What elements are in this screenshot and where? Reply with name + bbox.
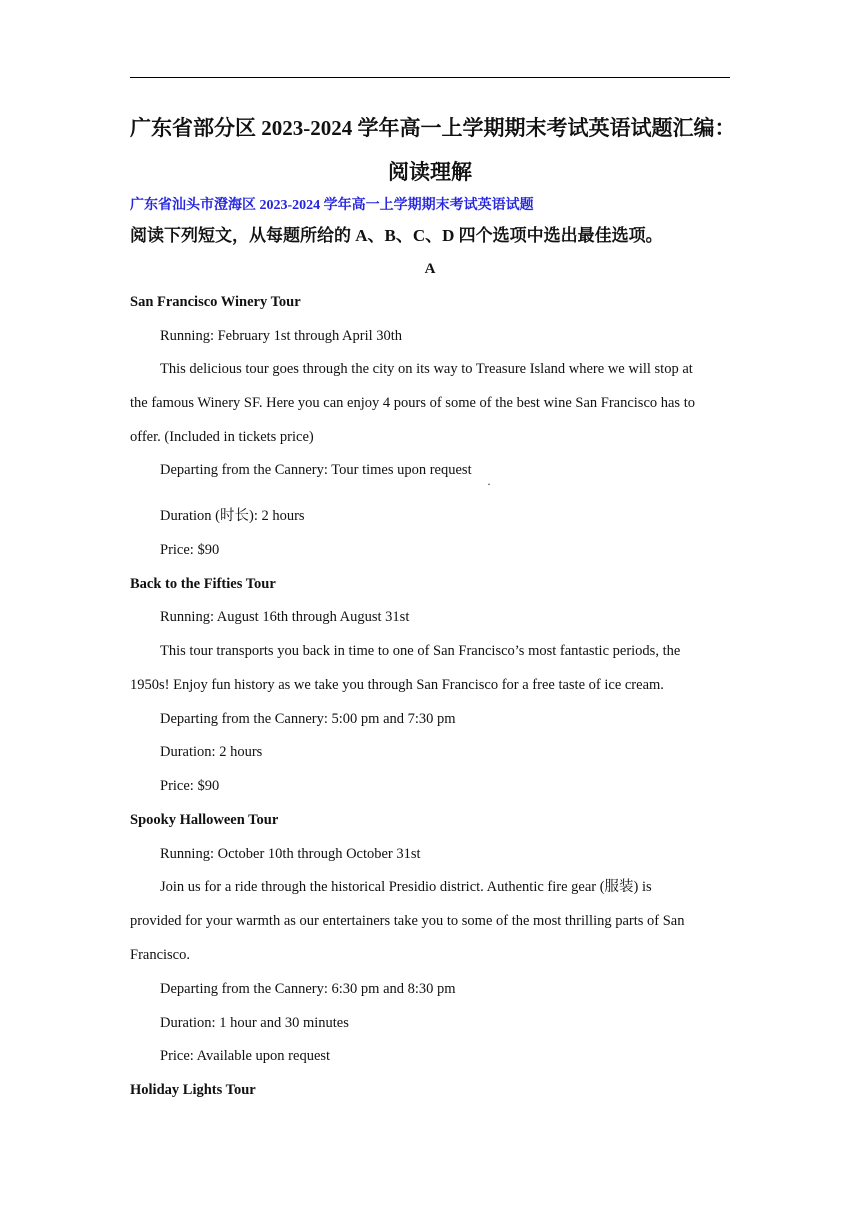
tour-description-line: Francisco.	[130, 947, 190, 963]
tour-description-line: 1950s! Enjoy fun history as we take you through San Francisco for a free taste of ice cream.	[130, 677, 664, 693]
tour-price: Price: Available upon request	[160, 1048, 331, 1064]
tour-departing: Departing from the Cannery: 5:00 pm and 7:30 pm	[160, 711, 456, 727]
tour-running: Running: February 1st through April 30th	[160, 328, 403, 344]
header-rule	[130, 77, 730, 78]
tour-description-line: This tour transports you back in time to one of San Francisco’s most fantastic periods, the	[160, 643, 681, 659]
tour-duration: Duration: 2 hours	[160, 744, 263, 760]
document-title: 广东省部分区 2023-2024 学年高一上学期期末考试英语试题汇编：	[130, 116, 736, 140]
tour-duration: Duration (时长): 2 hours	[160, 508, 305, 524]
tour-departing: Departing from the Cannery: Tour times upon request	[160, 462, 472, 478]
tour-duration: Duration: 1 hour and 30 minutes	[160, 1015, 349, 1031]
tour-title: Back to the Fifties Tour	[130, 576, 276, 592]
tour-running: Running: August 16th through August 31st	[160, 609, 410, 625]
tour-description-line: Join us for a ride through the historical Presidio district. Authentic fire gear (服装) is	[160, 879, 652, 895]
tour-price: Price: $90	[160, 542, 220, 558]
instruction-text: 阅读下列短文，从每题所给的 A、B、C、D 四个选项中选出最佳选项。	[130, 226, 663, 245]
document-subtitle: 阅读理解	[388, 160, 472, 184]
tour-description-line: the famous Winery SF. Here you can enjoy 4 pours of some of the best wine San Francisco has to	[130, 395, 695, 411]
tour-description-line: offer. (Included in tickets price)	[130, 429, 314, 445]
tour-departing: Departing from the Cannery: 6:30 pm and 8:30 pm	[160, 981, 456, 997]
tour-title: San Francisco Winery Tour	[130, 294, 301, 310]
tour-running: Running: October 10th through October 31st	[160, 846, 421, 862]
tour-description-line: This delicious tour goes through the city on its way to Treasure Island where we will stop at	[160, 361, 693, 377]
passage-label: A	[424, 261, 436, 277]
tour-description-line: provided for your warmth as our entertainers take you to some of the most thrilling parts of San	[130, 913, 685, 929]
tour-title: Holiday Lights Tour	[130, 1082, 256, 1098]
tour-price: Price: $90	[160, 778, 220, 794]
exam-source-link[interactable]: 广东省汕头市澄海区 2023-2024 学年高一上学期期末考试英语试题	[130, 198, 534, 213]
tour-title: Spooky Halloween Tour	[130, 812, 279, 828]
stray-dot: ·	[487, 477, 491, 491]
